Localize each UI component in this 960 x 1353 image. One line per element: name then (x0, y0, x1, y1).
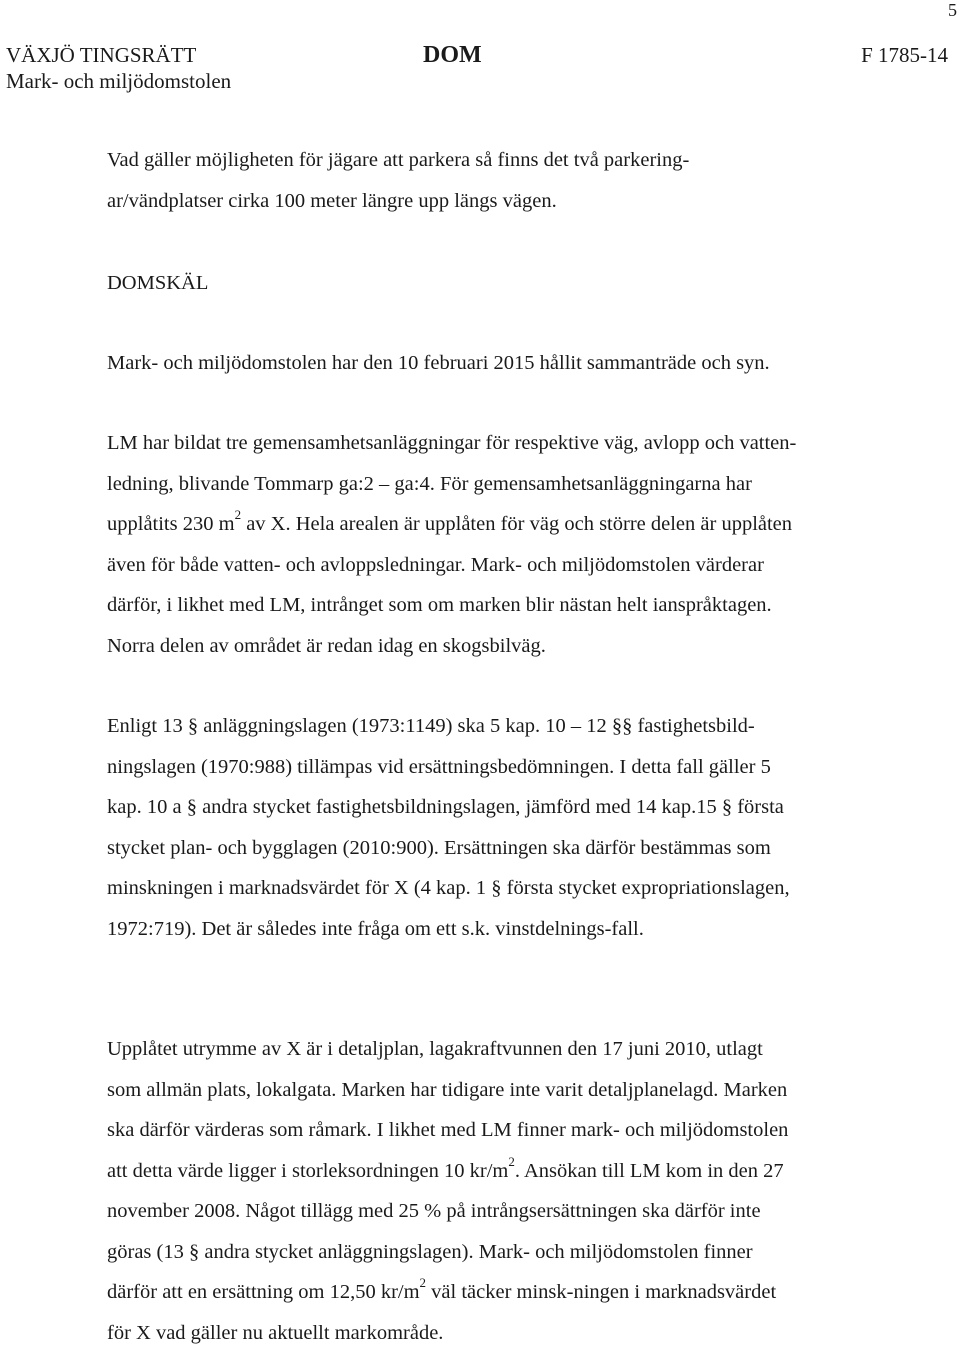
text-segment: av X. Hela arealen är upplåten för väg och större delen är upplåten (241, 513, 792, 535)
text-line: Upplåtet utrymme av X är i detaljplan, lagakraftvunnen den 17 juni 2010, utlagt (107, 1029, 897, 1070)
text-line: minskningen i marknadsvärdet för X (4 kap. 1 § första stycket expropriationslagen, (107, 868, 897, 909)
paragraph-parking (107, 140, 897, 221)
text-line: kap. 10 a § andra stycket fastighetsbildningslagen, jämförd med 14 kap.15 § första (107, 787, 897, 828)
text-line: ledning, blivande Tommarp ga:2 – ga:4. För gemensamhetsanläggningarna har (107, 464, 897, 505)
text-line (107, 1151, 897, 1192)
superscript: 2 (420, 1275, 427, 1290)
text-segment: därför att en ersättning om 12,50 kr/m (107, 1281, 420, 1303)
section-heading-domskal: DOMSKÄL (107, 270, 897, 296)
superscript: 2 (508, 1154, 515, 1169)
paragraph-joint-facilities (107, 423, 897, 666)
text-line: Norra delen av området är redan idag en skogsbilväg. (107, 626, 897, 667)
case-number: F 1785-14 (861, 42, 948, 68)
text-line: Enligt 13 § anläggningslagen (1973:1149) ska 5 kap. 10 – 12 §§ fastighetsbild- (107, 706, 897, 747)
text-line: 1972:719). Det är således inte fråga om ett s.k. vinstdelnings-fall. (107, 909, 897, 950)
text-segment: upplåtits 230 m (107, 513, 235, 535)
text-line: november 2008. Något tillägg med 25 % på intrångsersättningen ska därför inte (107, 1191, 897, 1232)
text-line: för X vad gäller nu aktuellt markområde. (107, 1313, 897, 1353)
text-segment: att detta värde ligger i storleksordningen 10 kr/m (107, 1160, 508, 1182)
text-line: stycket plan- och bygglagen (2010:900). Ersättningen ska därför bestämmas som (107, 828, 897, 869)
text-line: ningslagen (1970:988) tillämpas vid ersättningsbedömningen. I detta fall gäller 5 (107, 747, 897, 788)
paragraph-legal-basis (107, 706, 897, 949)
text-line: göras (13 § andra stycket anläggningslagen). Mark- och miljödomstolen finner (107, 1232, 897, 1273)
text-line: Vad gäller möjligheten för jägare att parkera så finns det två parkering- (107, 140, 897, 181)
text-segment: . Ansökan till LM kom in den 27 (515, 1160, 784, 1182)
text-line: som allmän plats, lokalgata. Marken har tidigare inte varit detaljplanelagd. Marken (107, 1070, 897, 1111)
paragraph-valuation (107, 1029, 897, 1353)
text-line: därför, i likhet med LM, intrånget som om marken blir nästan helt ianspråktagen. (107, 585, 897, 626)
page-number: 5 (948, 0, 957, 21)
court-division: Mark- och miljödomstolen (6, 68, 231, 94)
text-line: Mark- och miljödomstolen har den 10 februari 2015 hållit sammanträde och syn. (107, 343, 897, 384)
text-line: även för både vatten- och avloppsledningar. Mark- och miljödomstolen värderar (107, 545, 897, 586)
text-line (107, 1272, 897, 1313)
document-type: DOM (423, 42, 482, 68)
superscript: 2 (235, 507, 242, 522)
text-line (107, 504, 897, 545)
paragraph-hearing (107, 343, 897, 384)
text-line: ska därför värderas som råmark. I likhet med LM finner mark- och miljödomstolen (107, 1110, 897, 1151)
text-segment: väl täcker minsk-ningen i marknadsvärdet (426, 1281, 776, 1303)
court-name: VÄXJÖ TINGSRÄTT (6, 42, 196, 68)
text-line: LM har bildat tre gemensamhetsanläggningar för respektive väg, avlopp och vatten- (107, 423, 897, 464)
text-line: ar/vändplatser cirka 100 meter längre upp längs vägen. (107, 181, 897, 222)
